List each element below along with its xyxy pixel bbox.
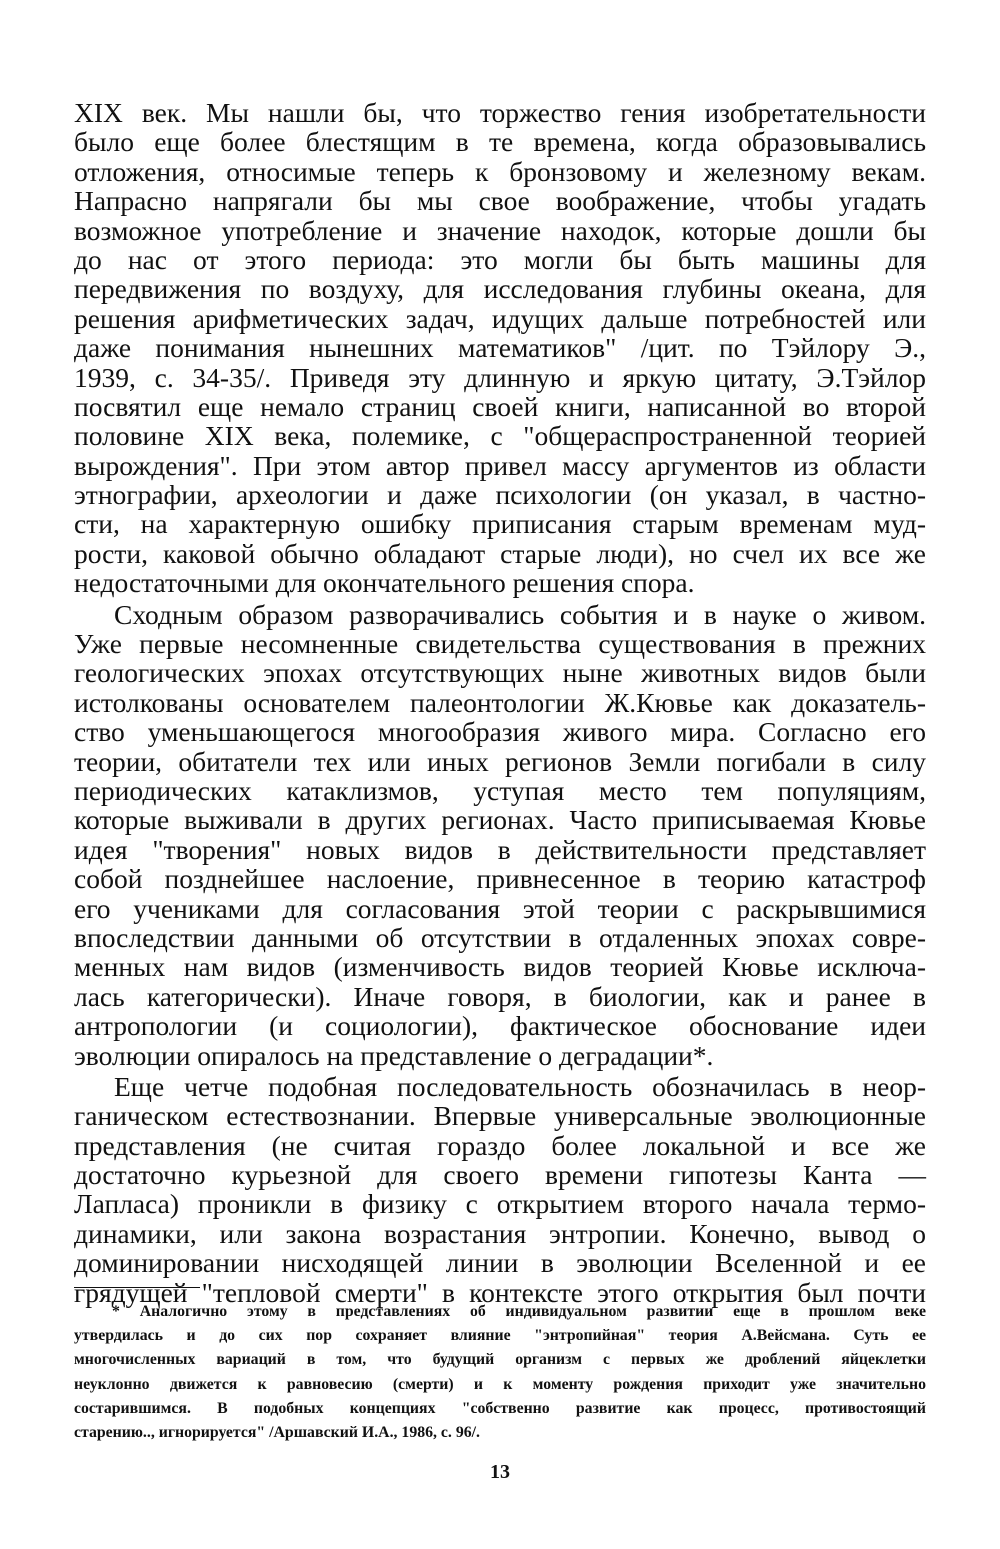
text-line: идея "творения" новых видов в действительности представляет xyxy=(74,833,926,865)
text-line: доминировании нисходящей линии в эволюции Вселенной и ее xyxy=(74,1247,926,1279)
text-line: впоследствии данными об отсутствии в отдаленных эпохах совре- xyxy=(74,921,926,953)
text-line: достаточно курьезной для своего времени гипотезы Канта — xyxy=(74,1159,926,1191)
text-line: лась категорически). Иначе говоря, в биологии, как и ранее в xyxy=(74,980,926,1012)
text-line: периодических катаклизмов, уступая место тем популяциям, xyxy=(74,774,926,806)
text-line: геологических эпохах отсутствующих ныне животных видов были xyxy=(74,657,926,689)
text-line: вырождения". При этом автор привел массу аргументов из области xyxy=(74,449,926,481)
text-line: до нас от этого периода: это могли бы быть машины для xyxy=(74,243,926,275)
page-number: 13 xyxy=(490,1461,510,1483)
footnote-line: многочисленных вариаций в том, что будущий организм с первых же дроблений яйцеклетки xyxy=(74,1351,926,1369)
text-line: ство уменьшающегося многообразия живого мира. Согласно его xyxy=(74,716,926,748)
text-line: антропологии (и социологии), фактическое обоснование идеи xyxy=(74,1010,926,1042)
text-line: динамики, или закона возрастания энтропии. Конечно, вывод о xyxy=(74,1217,926,1249)
footnote-line: * Аналогично этому в представлениях об индивидуальном развитии еще в прошлом веке xyxy=(112,1303,926,1320)
text-line: передвижения по воздуху, для исследования глубины океана, для xyxy=(74,273,926,305)
text-line: его учениками для согласования этой теории с раскрывшимися xyxy=(74,892,926,924)
text-line: эволюции опиралось на представление о деградации*. xyxy=(74,1039,714,1071)
text-line: даже понимания нынешних математиков" /цит. по Тэйлору Э., xyxy=(74,332,926,364)
footnote-line: старению.., игнорируется" /Аршавский И.А., 1986, с. 96/. xyxy=(74,1423,480,1441)
text-line: XIX век. Мы нашли бы, что торжество гения изобретательности xyxy=(74,97,926,128)
text-line: собой позднейшее наслоение, привнесенное в теорию катастроф xyxy=(74,863,926,895)
paragraph-3 xyxy=(74,1072,926,1307)
text-line: половине XIX века, полемике, с "общераспространенной теорией xyxy=(74,420,926,452)
text-line: сти, на характерную ошибку приписания старым временам муд- xyxy=(74,508,926,540)
paragraph-1 xyxy=(74,98,926,598)
text-line: Уже первые несомненные свидетельства существования в прежних xyxy=(74,628,926,660)
paragraph-2 xyxy=(74,600,926,1070)
text-line: теории, обитатели тех или иных регионов Земли погибали в силу xyxy=(74,745,926,777)
text-line: решения арифметических задач, идущих дальше потребностей или xyxy=(74,302,926,334)
text-line: Еще четче подобная последовательность обозначилась в неор- xyxy=(114,1070,926,1102)
text-line: менных нам видов (изменчивость видов теорией Кювье исключа- xyxy=(74,951,926,983)
text-line: Сходным образом разворачивались события и в науке о живом. xyxy=(114,598,926,630)
footnote-line: утвердилась и до сих пор сохраняет влияние "энтропийная" теория А.Вейсмана. Суть ее xyxy=(74,1327,926,1345)
text-line: истолкованы основателем палеонтологии Ж.Кювье как доказатель- xyxy=(74,686,926,718)
text-line: которые выживали в других регионах. Часто приписываемая Кювье xyxy=(74,804,926,836)
text-line: отложения, относимые теперь к бронзовому и железному векам. xyxy=(74,155,926,187)
text-line: 1939, с. 34-35/. Приведя эту длинную и яркую цитату, Э.Тэйлор xyxy=(74,361,926,393)
footnote-line: неуклонно движется к равновесию (смерти) и к моменту рождения приходит уже значительно xyxy=(74,1375,926,1393)
text-line: возможное употребление и значение находок, которые дошли бы xyxy=(74,214,926,246)
text-line: этнографии, археологии и даже психологии (он указал, в частно- xyxy=(74,479,926,511)
text-line: посвятил еще немало страниц своей книги, написанной во второй xyxy=(74,390,926,422)
footnote-divider xyxy=(74,1287,200,1288)
text-line: представления (не считая гораздо более локальной и все же xyxy=(74,1129,926,1161)
text-line: недостаточными для окончательного решения спора. xyxy=(74,567,695,599)
main-text xyxy=(74,98,926,1309)
footnote xyxy=(74,1300,926,1445)
text-line: рости, каковой обычно обладают старые люди), но счел их все же xyxy=(74,537,926,569)
text-line: Напрасно напрягали бы мы свое воображение, чтобы угадать xyxy=(74,185,926,217)
text-line: ганическом естествознании. Впервые универсальные эволюционные xyxy=(74,1100,926,1132)
text-line: было еще более блестящим в те времена, когда образовывались xyxy=(74,126,926,158)
text-line: Лапласа) проникли в физику с открытием второго начала термо- xyxy=(74,1188,926,1220)
footnote-line: состарившимся. В подобных концепциях "собственно развитие как процесс, противостоящий xyxy=(74,1399,926,1417)
text-line: грядущей "тепловой смерти" в контексте этого открытия был почти xyxy=(74,1276,926,1308)
